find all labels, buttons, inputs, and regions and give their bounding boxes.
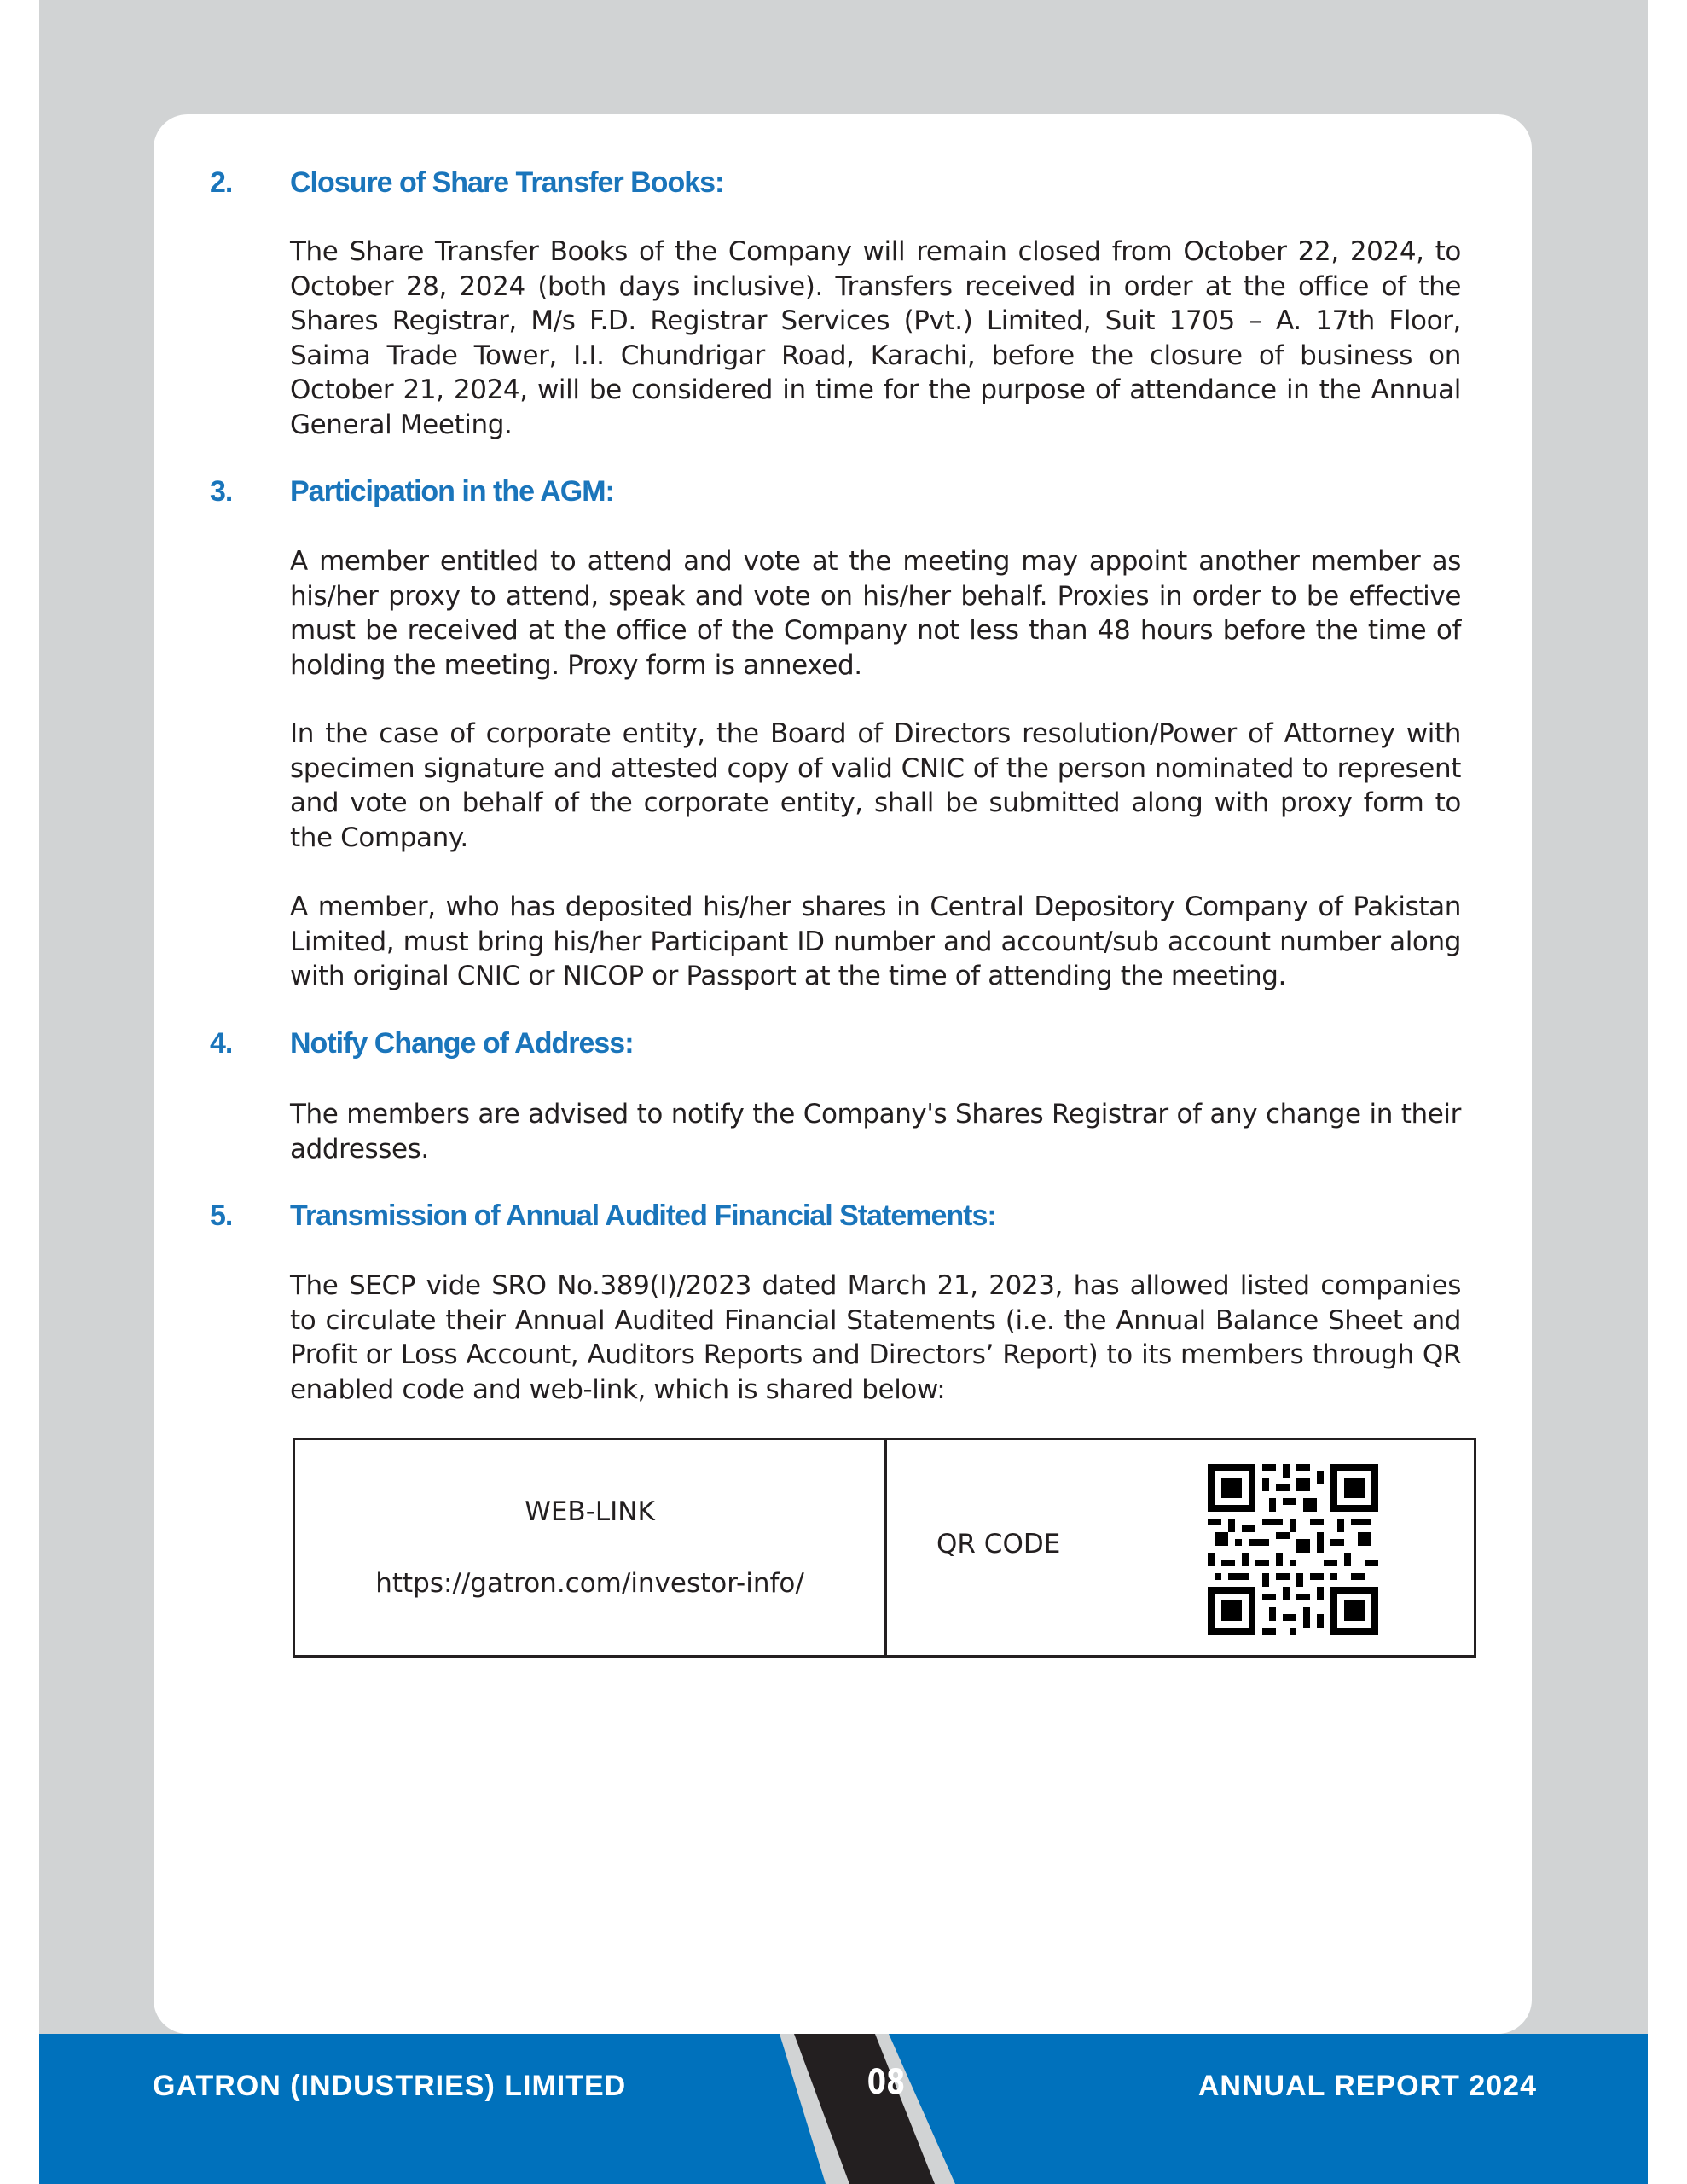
section-number: 4. (210, 1027, 233, 1060)
qr-code-icon[interactable] (1208, 1464, 1378, 1635)
section-title: Participation in the AGM: (290, 475, 614, 508)
footer-report-title: ANNUAL REPORT 2024 (1197, 2070, 1537, 2102)
section-paragraph: In the case of corporate entity, the Board of Directors resolution/Power of Attorney with specimen signature and attested copy of valid CNIC of the person nominated to represent and vote on behalf of the corporate entity, shall be submitted along with proxy form to the Company. (290, 718, 1461, 853)
qr-code-label: QR CODE (936, 1529, 1061, 1560)
section-number: 3. (210, 475, 233, 508)
footer-bar (39, 2034, 1648, 2184)
section-paragraph: The Share Transfer Books of the Company will remain closed from October 22, 2024, to October 28, 2024 (both days inclusive). Transfers received in order at the office of the Shares Registrar, M/s F.D. Registrar Services (Pvt.) Limited, Suit 1705 – A. 17th Floor, Saima Trade Tower, I.I. Chundrigar Road, Karachi, before the closure of business on October 21, 2024, will be considered in time for the purpose of attendance in the Annual General Meeting. (290, 236, 1461, 440)
section-title: Notify Change of Address: (290, 1027, 634, 1060)
section-number: 2. (210, 166, 233, 199)
qr-cell (886, 1439, 1475, 1657)
table-row (294, 1439, 1475, 1657)
section-title: Closure of Share Transfer Books: (290, 166, 724, 199)
weblink-cell (294, 1439, 886, 1657)
weblink-label: WEB-LINK (525, 1496, 655, 1527)
weblink-qr-table (293, 1438, 1476, 1658)
section-paragraph: A member entitled to attend and vote at the meeting may appoint another member as his/her proxy to attend, speak and vote on his/her behalf. Proxies in order to be effective must be received at the office of the Company not less than 48 hours before the time of holding the meeting. Proxy form is annexed. (290, 546, 1461, 681)
section-paragraph: The SECP vide SRO No.389(I)/2023 dated March 21, 2023, has allowed listed companies to circulate their Annual Audited Financial Statements (i.e. the Annual Balance Sheet and Profit or Loss Account, Auditors Reports and Directors’ Report) to its members through QR enabled code and web-link, which is shared below: (290, 1270, 1461, 1405)
footer-company-name: GATRON (INDUSTRIES) LIMITED (153, 2070, 627, 2102)
section-number: 5. (210, 1199, 233, 1232)
weblink-url[interactable]: https://gatron.com/investor-info/ (375, 1568, 804, 1599)
section-paragraph: The members are advised to notify the Company's Shares Registrar of any change in their addresses. (290, 1099, 1461, 1165)
section-title: Transmission of Annual Audited Financial Statements: (290, 1199, 996, 1232)
footer-stripe (39, 2034, 1648, 2184)
section-paragraph: A member, who has deposited his/her shares in Central Depository Company of Pakistan Limited, must bring his/her Participant ID number and account/sub account number along with original CNIC or NICOP or Passport at the time of attending the meeting. (290, 892, 1461, 991)
page-number: 08 (867, 2063, 906, 2102)
